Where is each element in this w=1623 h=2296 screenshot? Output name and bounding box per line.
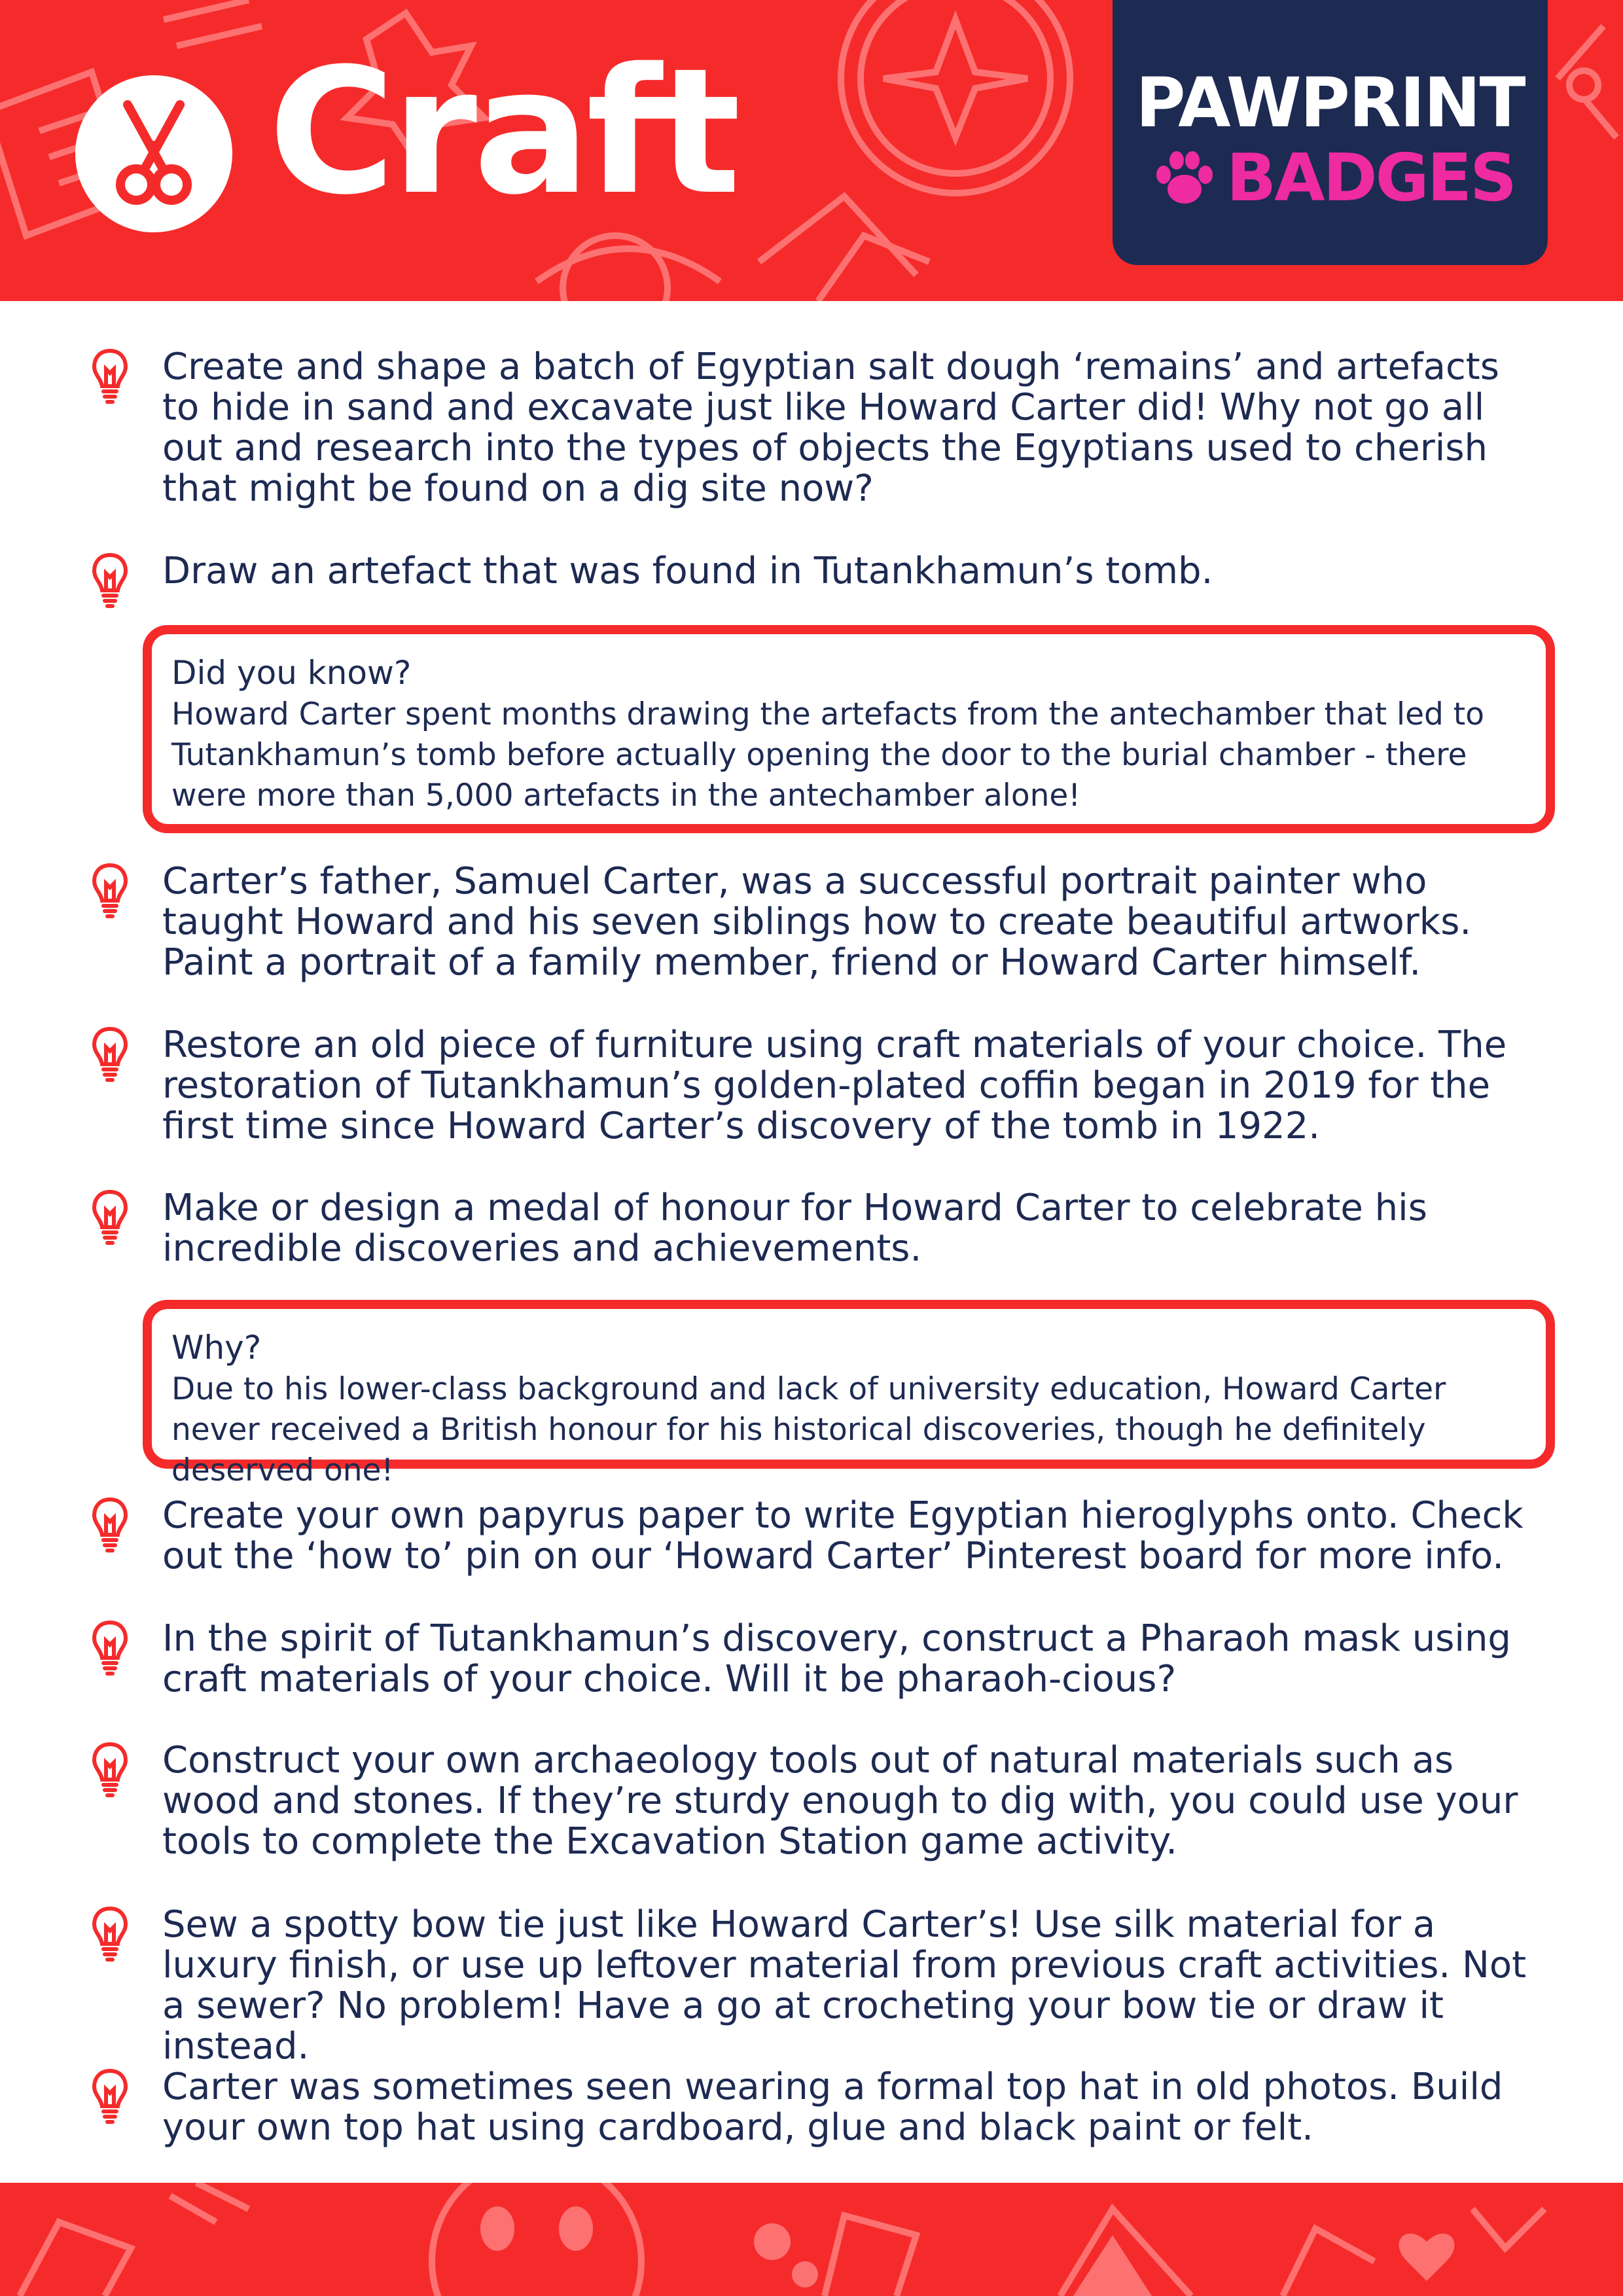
activity-text: Restore an old piece of furniture using craft materials of your choice. The restoration of Tutankhamun’s golden-plated coffin began in 2019 for the first time since Howard Carter’s discovery of the tomb in 1922. xyxy=(162,1024,1507,1147)
lightbulb-icon xyxy=(90,1188,130,1247)
lightbulb-icon xyxy=(90,1619,130,1677)
lightbulb-icon xyxy=(90,1496,130,1554)
activity-text: In the spirit of Tutankhamun’s discovery, construct a Pharaoh mask using craft materials of your choice. Will it be pharaoh-cious? xyxy=(162,1617,1511,1700)
activity-text: Construct your own archaeology tools out of natural materials such as wood and stones. If they’re sturdy enough to dig with, you could use your tools to complete the Excavation Station game activity. xyxy=(162,1739,1518,1863)
did-you-know-callout xyxy=(143,625,1555,833)
callout-title: Why? xyxy=(171,1329,262,1367)
callout-body: Due to his lower-class background and lack of university education, Howard Carter never received a British honour for his historical discoveries, though he definitely deserved one! xyxy=(171,1371,1446,1488)
activity-text: Carter was sometimes seen wearing a formal top hat in old photos. Build your own top hat using cardboard, glue and black paint or felt. xyxy=(162,2066,1503,2149)
lightbulb-icon xyxy=(90,347,130,406)
footer-banner xyxy=(0,2183,1623,2296)
page-title: Craft xyxy=(268,31,737,233)
activity-text: Carter’s father, Samuel Carter, was a successful portrait painter who taught Howard and his seven siblings how to create beautiful artworks. Paint a portrait of a family member, friend or Howard Carter himself. xyxy=(162,860,1472,984)
lightbulb-icon xyxy=(90,861,130,920)
activity-text: Make or design a medal of honour for Howard Carter to celebrate his incredible discoveries and achievements. xyxy=(162,1187,1427,1270)
activity-text: Create your own papyrus paper to write Egyptian hieroglyphs onto. Check out the ‘how to’ pin on our ‘Howard Carter’ Pinterest board for more info. xyxy=(162,1494,1524,1577)
lightbulb-icon xyxy=(90,2067,130,2126)
callout-title: Did you know? xyxy=(171,654,412,692)
why-callout xyxy=(143,1300,1555,1488)
activity-text: Create and shape a batch of Egyptian salt dough ‘remains’ and artefacts to hide in sand and excavate just like Howard Carter did! Why not go all out and research into the types of objects the Egyptians used to cherish that might be found on a dig site now? xyxy=(162,346,1499,510)
lightbulb-icon xyxy=(90,551,130,610)
activity-text: Draw an artefact that was found in Tutankhamun’s tomb. xyxy=(162,550,1213,592)
lightbulb-icon xyxy=(90,1025,130,1084)
lightbulb-icon xyxy=(90,1905,130,1964)
brand-name-line1: PAWPRINT xyxy=(1135,63,1525,143)
brand-name-line2: BADGES xyxy=(1226,139,1516,216)
footer-doodle-background xyxy=(0,2183,1623,2296)
callout-body: Howard Carter spent months drawing the artefacts from the antechamber that led to Tutankhamun’s tomb before actually opening the door to the burial chamber - there were more than 5,000 artefacts in the antechamber alone! xyxy=(171,696,1484,814)
activity-text: Sew a spotty bow tie just like Howard Carter’s! Use silk material for a luxury finish, or use up leftover material from previous craft activities. Not a sewer? No problem! Have a go at crocheting your bow tie or draw it instead. xyxy=(162,1903,1527,2068)
lightbulb-icon xyxy=(90,1740,130,1799)
